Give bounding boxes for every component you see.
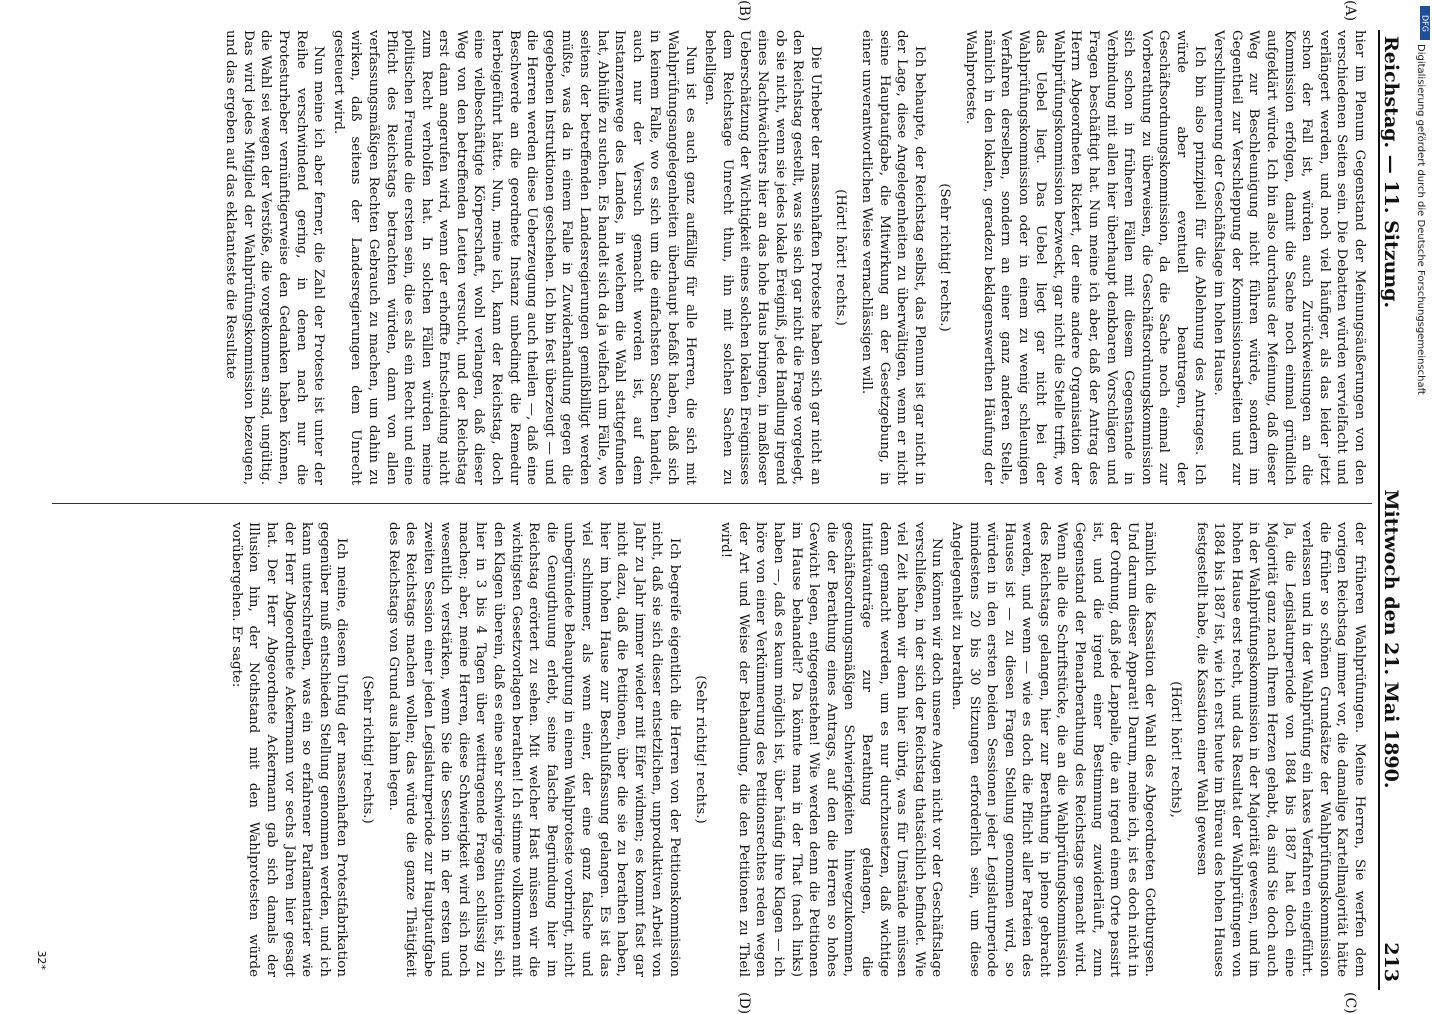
digitization-note: Digitalisierung gefördert durch die Deutsche Forschungsgemeinschaft [1415,44,1426,395]
header-left: Reichstag. — 11. Sitzung. [1380,36,1402,309]
paragraph: der früheren Wahlprüfungen. Meine Herren, Sie werfen dem vorigen Reichstag immer vor, die damalige Kartellmajorität hätte die früher so schönen Grundsätze der Wahlprüfungskommission verlassen und in der Wahlprüfung ein laxes Verfahren eingeführt. Ja, die Legislaturperiode von 1884 bis 1887 hat doch eine Majorität ganz nach Ihrem Herzen gehabt, da sind Sie doch auch in der Wahlprüfungskommission in der Majorität gewesen, und im hohen Hause erst recht, und das Resultat der Wahlprüfungen von 1884 bis 1887 ist, wie ich erst heute im Büreau des hohen Hauses festgestellt habe, die Kassation einer Wahl gewesen [1193,522,1367,977]
interjection: (Sehr richtig! rechts.) [937,183,953,332]
document-page [35,0,1420,1014]
dfg-logo: DFG [1420,6,1430,40]
paragraph: Ich behaupte, der Reichstag selbst, das Plenum ist gar nicht in der Lage, diese Angelegenheiten zu überwältigen, wenn er nicht seine Hauptaufgabe, die Mitwirkung an der Gesetzgebung, in einer unverantwortlichen Weise vernachlässigen will. [858,30,927,485]
left-column [53,30,1368,485]
paragraph: hier im Plenum Gegenstand der Meinungsäußerungen von den verschiedenen Seiten sein. Die Debatten würden vervielfacht und verlängert werden, und noch viel häufiger, als das leider jetzt schon der Fall ist, würden auch Zurückweisungen an die Kommission erfolgen, damit die Sache noch einmal gründlich aufgeklärt würde. Ich bin also durchaus der Meinung, daß dieser Weg zur Beschleunigung nicht führen würde, sondern im Gegentheil zur Verschleppung der Kommissionsarbeiten und zur Verschlimmerung der Geschäftslage im hohen Hause. [1211,30,1367,485]
column-divider [52,503,1372,504]
paragraph: Ich begreife eigentlich die Herren von der Petitionskommission nicht, daß sie sich dieser entsetzlichen, unproduktiven Arbeit von Jahr zu Jahr immer wieder mit Eifer widmen; es kommt fast gar nicht dazu, daß die Petitionen, über die sie zu berathen haben, hier im hohen Hause zur Beschlußfassung gelangen. Es ist das viel schlimmer, als wenn einer, der eine ganz falsche und unbegründete Behauptung in einem Wahlproteste vorbringt, nicht die Genugthuung erlebt, seine falsche Begründung hier im Reichstag erörtert zu sehen. Mit welcher Hast müssen wir die wichtigsten Gesetzvorlagen berathen! Ich stimme vollkommen mit den Klagen überein, daß es eine sehr schwierige Situation ist, sich hier in 3 bis 4 Tagen über weittragende Fragen schlüssig zu machen; aber, meine Herren, diese Schwierigkeit wird sich noch wesentlich verstärken, wenn Sie die Session in der ersten und zweiten Session einer jeden Legislaturperiode zur Hauptaufgabe des Reichstags machen wollen; das würde die ganze Thätigkeit des Reichstags von Grund aus lahm legen. [385,522,683,977]
paragraph: Ich bin also prinzipiell für die Ablehnung des Antrages. Ich würde aber eventuell beantragen, der Geschäftsordnungskommission, da die Sache noch einmal zur Vorberathung zu überweisen, die Geschäftsordnungskommission sich schon in früheren Fällen mit diesem Gegenstande in Verbindung mit allen hier überhaupt denkbaren Vorschlägen und Fragen beschäftigt hat. Nun meine ich aber, daß der Antrag des Herrn Abgeordneten Rickert, der eine andere Organisation der Wahlprüfungskommission bezweckt, gar nicht die Stelle trifft, wo das Uebel liegt. Das Uebel liegt gar nicht bei der Wahlprüfungskommission oder in einem zu wenig schleunigen Verfahren derselben, sondern an einer ganz anderen Stelle, nämlich in den lokalen, geradezu beklagenswerthen Häufung der Wahlproteste. [962,30,1207,485]
paragraph: nämlich die Kassation der Wahl des Abgeordneten Gottburgsen. Und darum dieser Apparat! Darum, meine ich, ist es doch nicht in der Ordnung, daß jede Lappalie, die an irgend einem Orte passirt ist, und die irgend einer Bestimmung zuwiderläuft, zum Gegenstand der Plenarberathung des Reichstags gemacht wird. Wenn alle die Schriftstücke, die an die Wahlprüfungskommission des Reichstags gelangen, hier zur Berathung in pleno gebracht werden, und wenn — wie es doch die Pflicht aller Parteien des Hauses ist — zu diesen Fragen Stellung genommen wird, so würden in den ersten beiden Sessionen jeder Legislaturperiode mindestens 20 bis 30 Sitzungen erforderlich sein, um diese Angelegenheit zu berathen. [948,522,1158,977]
paragraph: Die Urheber der massenhaften Proteste haben sich gar nicht an den Reichstag gestellt, was sie sich gar nicht die Frage vorgelegt, ob sie nicht, wenn sie jedes lokale Ereigniß, jede Handlung irgend eines Nachtwächters hier an das hohe Haus bringen, in maßloser Ueberschätzung der Wichtigkeit eines solchen lokalen Ereignisses dem Reichstage Unrecht thun, ihn mit solchen Sachen zu behelligen. [702,30,823,485]
margin-marker-a: (A) [1342,0,1358,22]
interjection: (Hört! hört! rechts), [1168,681,1184,818]
margin-marker-b: (B) [736,0,752,22]
paragraph: Nun können wir doch unsere Augen nicht vor der Geschäftslage verschließen, in der sich der Reichstag thatsächlich befindet. Wie viel Zeit haben wir denn hier übrig, was für Umstände müssen denn gemacht werden, um es nur durchzusetzen, daß wichtige Initiativanträge zur Berathung gelangen, die geschäftsordnungsmäßigen Schwierigkeiten hinwegzukommen, die der Berathung eines Antrags, auf den die Herren so hohes Gewicht legen, entgegenstehen! Wie werden denn die Petitionen im Hause behandelt? Da könnte man in der That (nach links) haben —, daß es kaum möglich ist, über häufig ihre Klagen — ich höre von einer Verkümmerung des Petitionsrechtes reden wegen der Art und Weise der Behandlung, die den Petitionen zu Theil wird! [718,522,945,977]
interjection: (Hört! hört! rechts.) [833,189,849,326]
right-column [53,522,1368,977]
margin-marker-c: (C) [1342,992,1358,1014]
paragraph: Nun ist es auch ganz auffällig für alle Herren, die sich mit Wahlprüfungsangelegenheiten überhaupt befaßt haben, daß sich in keinem Falle, wo es sich um die einfachsten Sachen handelt, auch nur der Versuch gemacht worden ist, auf dem Instanzenwege des Landes, in welchem die Wahl stattgefunden hat, Abhülfe zu suchen. Es handelt sich da ja vielfach um Fälle, wo seitens der betreffenden Landesregierungen gemißbilligt werden müßte, was da in einem Falle in Zuwiderhandlung gegen die gegebenen Instruktionen geschehen. Ich bin fest überzeugt — und die Herren werden diese Ueberzeugung auch theilen —, daß eine Beschwerde an die geordnete Instanz unbedingt die Remedur herbeigeführt hätte. Nun, meine ich, kann der Reichstag, doch eine vielbeschäftigte Körperschaft, wohl verlangen, daß dieser Weg von den betreffenden Leuten versucht, und der Reichstag erst dann angerufen wird, wenn der erhoffte Entscheidung nicht zum Recht verholfen hat. In solchen Fällen würden meine politischen Freunde die ersten sein, die es als ein Recht und eine Pflicht des Reichstags betrachten würden, dann von allen verfassungsmäßigen Rechten Gebrauch zu machen, um dahin zu wirken, daß seitens der Landesregierungen dem Unrecht gesteuert wird. [330,30,698,485]
margin-marker-d: (D) [736,992,752,1014]
page-number: 213 [1380,942,1402,982]
paragraph: Nun meine ich aber ferner, die Zahl der Proteste ist unter der Reihe verschwindend gering, in denen nach nur die Protesturheber vernünftigerweise den Gedanken haben können, die Wahl sei wegen der Verstöße, die vorgekommen sind, ungültig. Das wird jedes Mitglied der Wahlprüfungskommission bezeugen, und das ergeben auf das eklatanteste die Resultate [223,30,327,485]
signature-mark: 32* [35,950,48,970]
header-date: Mittwoch den 21. Mai 1890. [1380,489,1402,789]
interjection: (Sehr richtig! rechts.) [692,675,708,824]
paragraph: Ich meine, diesem Unfug der massenhaften Protestfabrikation gegenüber muß entschieden Stellung genommen werden, und ich kann unterschreiben, was ein so erfahrener Parlamentarier wie der Herr Abgeordnete Ackermann vor sechs Jahren hier gesagt hat. Der Herr Abgeordnete Ackermann gab sich damals der Illusion hin, der Nothstand mit den Wahlprotesten würde vorübergehen. Er sagte: [228,522,350,977]
interjection: (Sehr richtig! rechts.) [359,675,375,824]
